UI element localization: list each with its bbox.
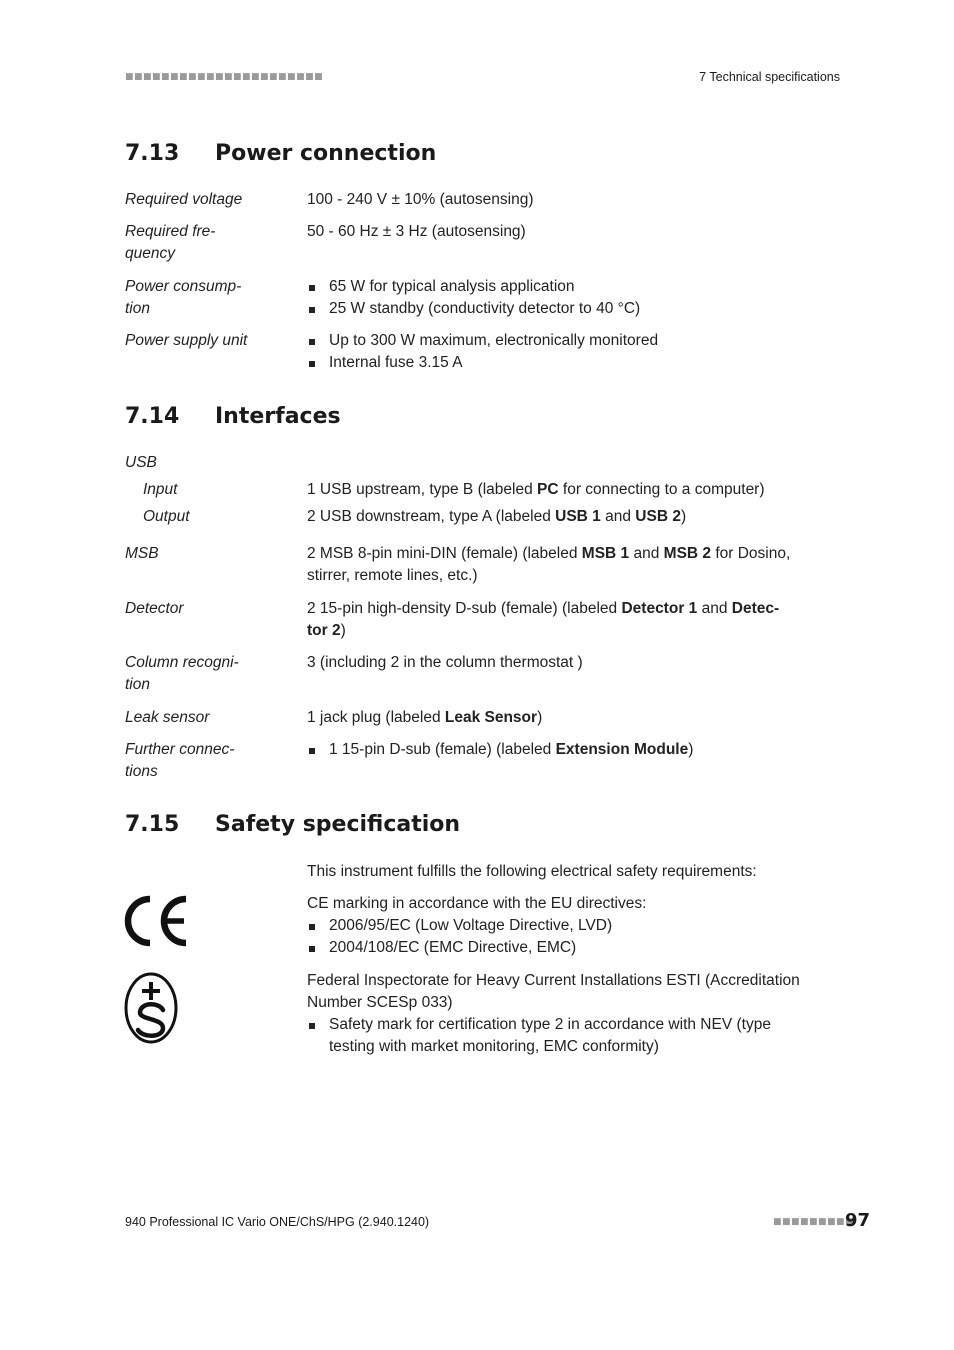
value-usb-input [307, 479, 827, 501]
esti-text-line: Federal Inspectorate for Heavy Current Installations ESTI (Accreditation [307, 972, 800, 989]
text: and [600, 508, 636, 525]
list-item: Up to 300 W maximum, electronically monitored [307, 330, 827, 352]
footer-dots: ■■■■■■■■■ [773, 1217, 855, 1227]
label-usb: USB [125, 454, 157, 471]
value-leak-sensor [307, 707, 827, 729]
label-usb-1: USB 1 [555, 508, 601, 525]
text-line: testing with market monitoring, EMC conformity) [329, 1038, 659, 1055]
text: 2 MSB 8-pin mini-DIN (female) (labeled [307, 545, 582, 562]
label-power-supply-unit: Power supply unit [125, 332, 248, 349]
chapter-title: 7 Technical specifications [699, 70, 840, 84]
section-number: 7.15 [125, 812, 180, 837]
section-number: 7.13 [125, 141, 180, 166]
text-line: stirrer, remote lines, etc.) [307, 567, 478, 584]
ce-text: CE marking in accordance with the EU directives: [307, 895, 647, 912]
label-detector: Detector [125, 600, 184, 617]
label-line: tions [125, 763, 158, 780]
text: ) [680, 508, 687, 525]
header-dots: ■■■■■■■■■■■■■■■■■■■■■■ [125, 72, 324, 82]
esti-safety-mark-icon [123, 972, 181, 1046]
label-leak-sensor: Leak sensor [125, 709, 210, 726]
list-item: 2006/95/EC (Low Voltage Directive, LVD) [307, 915, 827, 937]
value-further-connections [307, 739, 827, 761]
text: for connecting to a computer) [558, 481, 765, 498]
section-7-15-heading [125, 812, 460, 837]
label-line: Power consump- [125, 278, 242, 295]
text: 2 USB downstream, type A (labeled [307, 508, 556, 525]
text: and [629, 545, 664, 562]
esti-text-line: Number SCESp 033) [307, 994, 453, 1011]
label-required-frequency [125, 221, 215, 265]
list-item: 65 W for typical analysis application [307, 276, 827, 298]
label-line: tion [125, 300, 150, 317]
text: ) [688, 741, 694, 758]
label-line: Required fre- [125, 223, 216, 240]
label-extension-module: Extension Module [555, 741, 689, 758]
value-required-frequency: 50 - 60 Hz ± 3 Hz (autosensing) [307, 223, 526, 240]
section-number: 7.14 [125, 404, 180, 429]
page-number: 97 [845, 1210, 871, 1231]
section-title: Interfaces [215, 404, 341, 429]
text: and [697, 600, 732, 617]
text-line [307, 620, 827, 642]
label-leak-sensor-bold: Leak Sensor [444, 709, 538, 726]
text: ) [340, 622, 346, 639]
text: 1 15-pin D-sub (female) (labeled [329, 741, 556, 758]
label-usb-2: USB 2 [635, 508, 681, 525]
value-required-voltage: 100 - 240 V ± 10% (autosensing) [307, 191, 534, 208]
section-7-13-heading [125, 141, 436, 166]
ce-mark-icon [124, 895, 190, 947]
list-item: 2004/108/EC (EMC Directive, EMC) [307, 937, 827, 959]
list-item: 25 W standby (conductivity detector to 40 °C) [307, 298, 827, 320]
label-msb-2: MSB 2 [663, 545, 712, 562]
value-detector [307, 598, 827, 642]
label-required-voltage: Required voltage [125, 191, 243, 208]
ce-block [307, 893, 827, 959]
label-usb-input: Input [143, 481, 178, 498]
list-item [307, 1014, 827, 1058]
value-power-consumption [307, 276, 827, 320]
text: ) [537, 709, 543, 726]
label-power-consumption [125, 276, 241, 320]
label-line: quency [125, 245, 175, 262]
esti-block [307, 970, 827, 1058]
text-line [307, 598, 827, 620]
text-line [307, 543, 827, 565]
text: 1 USB upstream, type B (labeled [307, 481, 538, 498]
value-usb-output [307, 506, 827, 528]
label-line: tion [125, 676, 150, 693]
label-msb-1: MSB 1 [581, 545, 630, 562]
label-line: Further connec- [125, 741, 235, 758]
label-line: Column recogni- [125, 654, 239, 671]
label-msb: MSB [125, 545, 159, 562]
label-pc: PC [537, 481, 559, 498]
label-detector-2-cont: tor 2 [307, 622, 341, 639]
value-column-recognition: 3 (including 2 in the column thermostat ) [307, 654, 583, 671]
section-title: Safety specification [215, 812, 461, 837]
label-usb-output: Output [143, 508, 190, 525]
section-title: Power connection [215, 141, 437, 166]
value-power-supply-unit [307, 330, 827, 374]
section-7-14-heading [125, 404, 341, 429]
list-item [307, 739, 827, 761]
safety-intro: This instrument fulfills the following electrical safety requirements: [307, 863, 757, 880]
list-item: Internal fuse 3.15 A [307, 352, 827, 374]
text: 1 jack plug (labeled [307, 709, 445, 726]
footer-product: 940 Professional IC Vario ONE/ChS/HPG (2.940.1240) [125, 1215, 430, 1229]
label-further-connections [125, 739, 234, 783]
value-msb [307, 543, 827, 587]
text: 2 15-pin high-density D-sub (female) (labeled [307, 600, 622, 617]
label-detector-2: Detec- [731, 600, 780, 617]
text: for Dosino, [711, 545, 791, 562]
text-line: Safety mark for certification type 2 in accordance with NEV (type [329, 1016, 771, 1033]
label-detector-1: Detector 1 [621, 600, 698, 617]
label-column-recognition [125, 652, 239, 696]
